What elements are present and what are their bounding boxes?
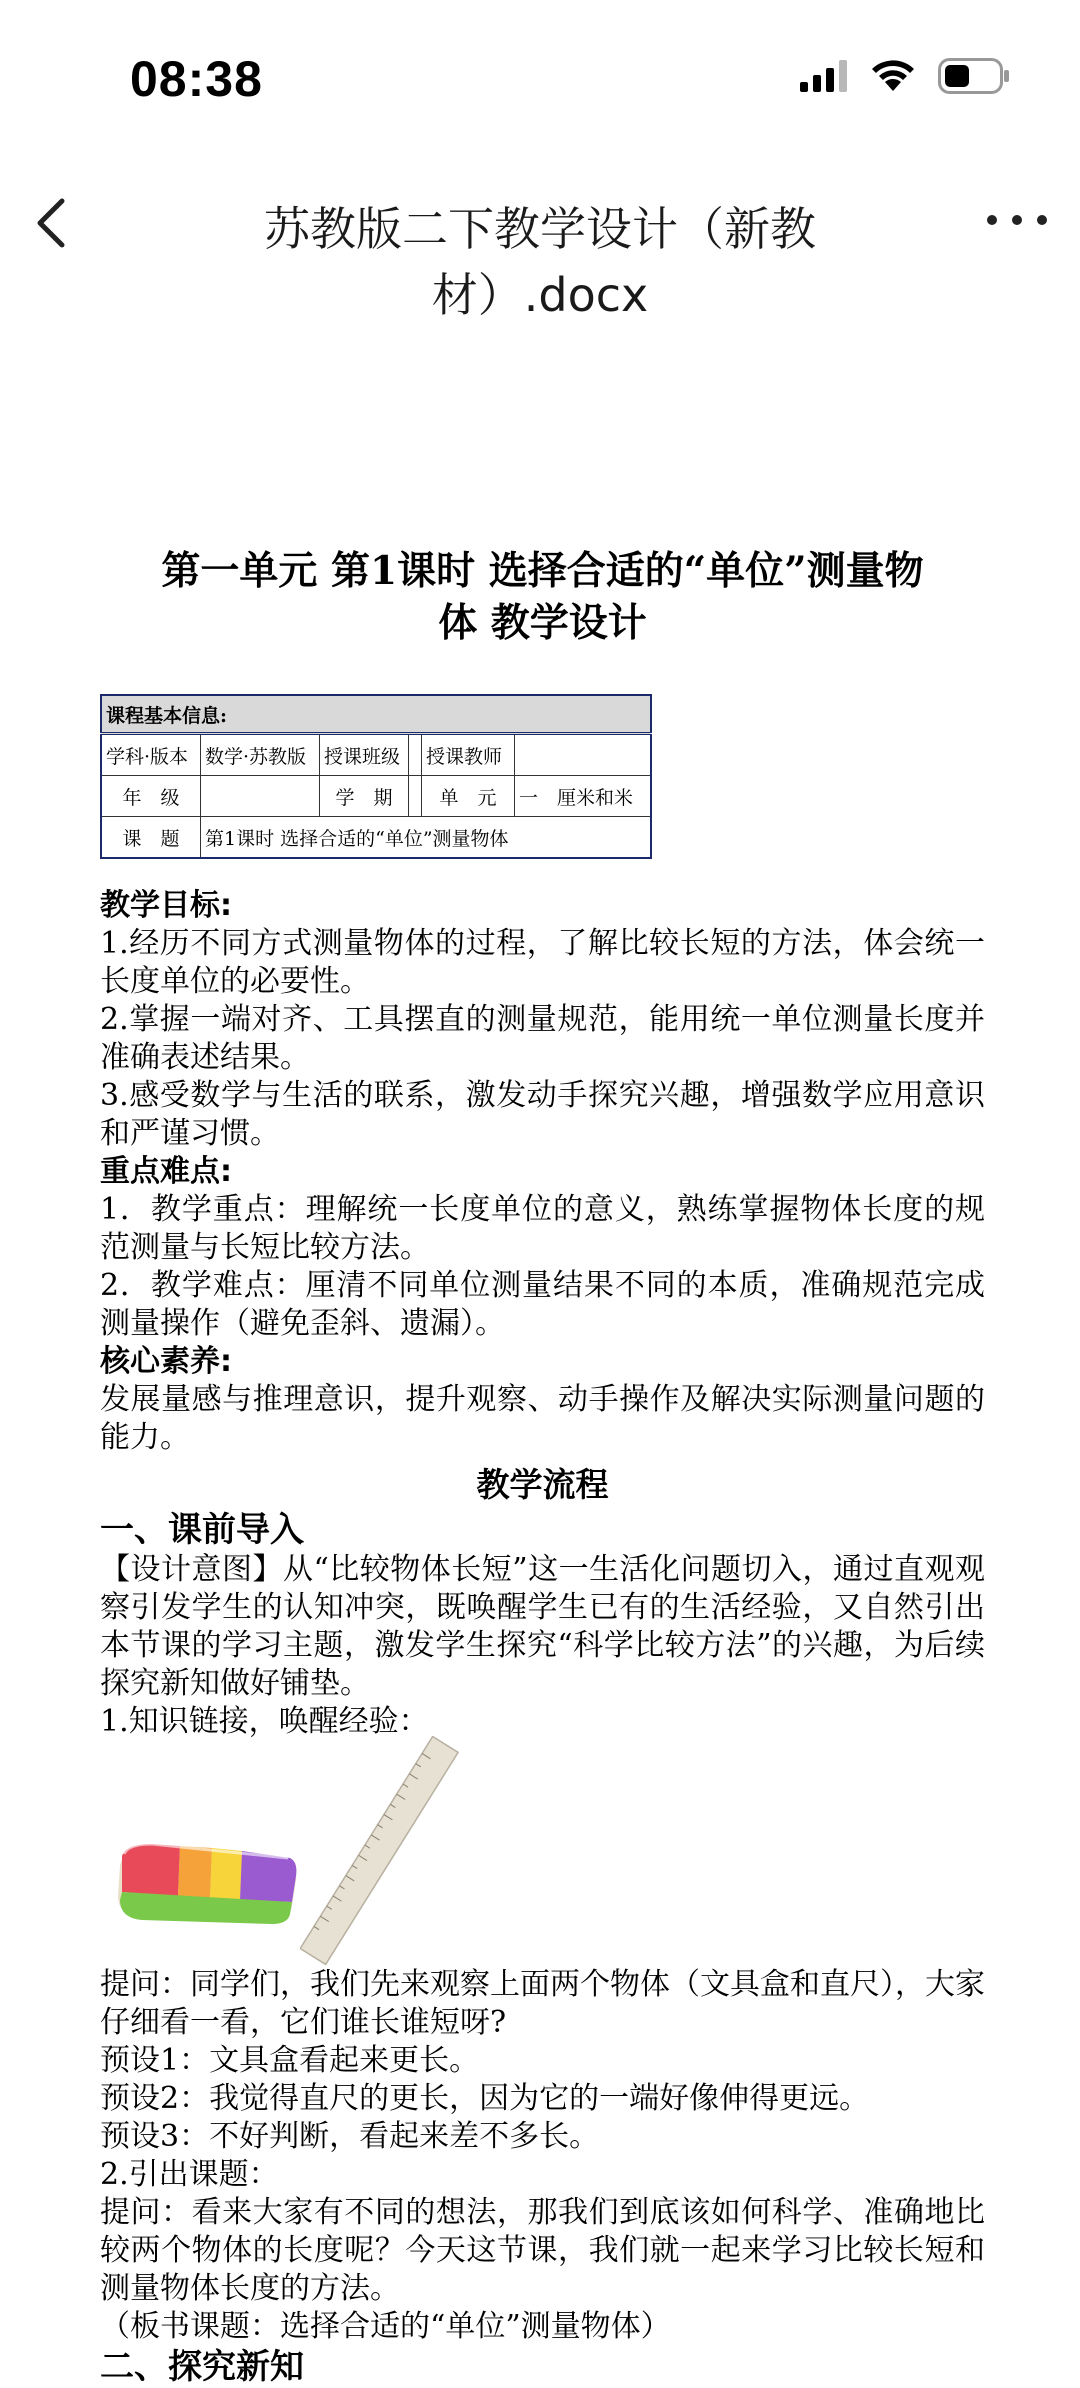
nav-bar xyxy=(0,175,1080,322)
table-cell: 一 厘米和米 xyxy=(515,776,652,817)
preset-item: 预设2：我觉得直尺的更长，因为它的一端好像伸得更远。 xyxy=(100,2081,870,2116)
subsection-1-label: 1.知识链接，唤醒经验： xyxy=(100,1704,429,1739)
table-cell: 课 题 xyxy=(101,817,201,859)
goal-item: 1.经历不同方式测量物体的过程，了解比较长短的方法，体会统一长度单位的必要性。 xyxy=(100,926,985,999)
question-2-text: 提问：看来大家有不同的想法，那我们到底该如何科学、准确地比较两个物体的长度呢？今天这节课，我们就一起来学习比较长短和测量物体长度的方法。 xyxy=(100,2195,985,2306)
document-title: 苏教版二下教学设计（新教材）.docx xyxy=(264,202,816,322)
table-cell xyxy=(409,734,422,776)
course-info-header: 课程基本信息: xyxy=(101,695,651,734)
lesson-title-line1: 第一单元 第1课时 选择合适的“单位”测量物 xyxy=(161,548,924,594)
table-cell: 授课教师 xyxy=(422,734,515,776)
key-points-heading: 重点难点: xyxy=(100,1154,232,1189)
status-time: 08:38 xyxy=(130,51,263,107)
goal-item: 2.掌握一端对齐、工具摆直的测量规范，能用统一单位测量长度并准确表述结果。 xyxy=(100,1002,985,1075)
table-cell xyxy=(409,776,422,817)
key-point-item: 2．教学难点：厘清不同单位测量结果不同的本质，准确规范完成测量操作（避免歪斜、遗漏）。 xyxy=(100,1268,985,1341)
more-options-icon[interactable] xyxy=(982,195,1052,245)
back-chevron-icon[interactable] xyxy=(24,193,84,253)
table-cell xyxy=(201,776,320,817)
table-cell: 授课班级 xyxy=(320,734,409,776)
course-info-table xyxy=(100,694,652,859)
table-cell xyxy=(515,734,652,776)
section-1-heading: 一、课前导入 xyxy=(100,1510,304,1550)
table-row xyxy=(101,817,651,859)
preset-item: 预设1：文具盒看起来更长。 xyxy=(100,2043,480,2078)
lesson-title xyxy=(100,545,985,649)
objects-illustration xyxy=(100,1741,985,1966)
key-point-item: 1．教学重点：理解统一长度单位的意义，熟练掌握物体长度的规范测量与长短比较方法。 xyxy=(100,1192,985,1265)
battery-icon xyxy=(938,58,1010,94)
design-intent-text: 【设计意图】从“比较物体长短”这一生活化问题切入，通过直观观察引发学生的认知冲突，既唤醒学生已有的生活经验，又自然引出本节课的学习主题，激发学生探究“科学比较方法”的兴趣，为后续探究新知做好铺垫。 xyxy=(100,1552,985,1701)
preset-item: 预设3：不好判断，看起来差不多长。 xyxy=(100,2119,600,2154)
section-2-heading: 二、探究新知 xyxy=(100,2347,304,2387)
status-bar xyxy=(0,0,1080,160)
core-literacy-text: 发展量感与推理意识，提升观察、动手操作及解决实际测量问题的能力。 xyxy=(100,1382,985,1455)
goals-heading: 教学目标: xyxy=(100,888,232,923)
document-page xyxy=(100,545,985,2388)
wifi-icon xyxy=(870,59,916,93)
core-literacy-heading: 核心素养: xyxy=(100,1344,232,1379)
teaching-flow-heading: 教学流程 xyxy=(476,1465,609,1504)
table-row xyxy=(101,734,651,776)
table-cell: 第1课时 选择合适的“单位”测量物体 xyxy=(201,817,652,859)
ruler-image xyxy=(300,1736,460,1966)
pencil-case-image xyxy=(112,1826,302,1946)
question-1-text: 提问：同学们，我们先来观察上面两个物体（文具盒和直尺），大家仔细看一看，它们谁长谁短呀? xyxy=(100,1967,985,2040)
table-cell: 年 级 xyxy=(101,776,201,817)
status-icons xyxy=(800,58,1010,94)
table-cell: 学 期 xyxy=(320,776,409,817)
subsection-2-label: 2.引出课题： xyxy=(100,2157,279,2192)
cellular-signal-icon xyxy=(800,60,848,92)
table-cell: 数学·苏教版 xyxy=(201,734,320,776)
lesson-title-line2: 体 教学设计 xyxy=(438,600,647,646)
table-cell: 单 元 xyxy=(422,776,515,817)
table-cell: 学科·版本 xyxy=(101,734,201,776)
goal-item: 3.感受数学与生活的联系，激发动手探究兴趣，增强数学应用意识和严谨习惯。 xyxy=(100,1078,985,1151)
table-row xyxy=(101,776,651,817)
board-title-text: （板书课题：选择合适的“单位”测量物体） xyxy=(100,2309,671,2344)
